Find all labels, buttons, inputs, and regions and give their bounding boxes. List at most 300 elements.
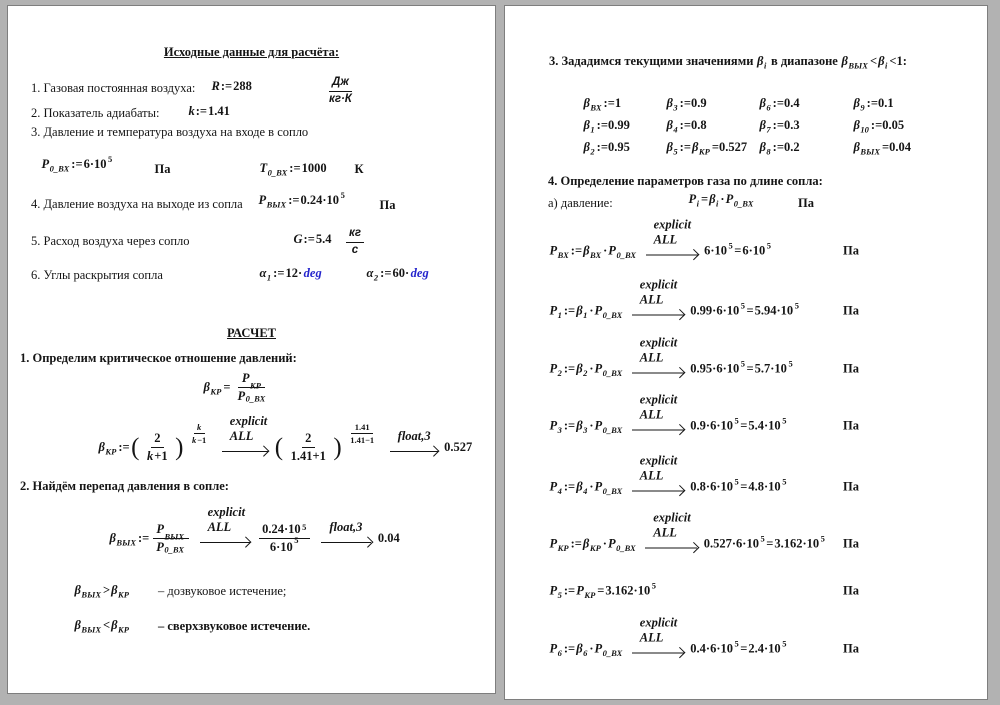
item1-unit-fraction [323,76,358,107]
math-subscript: ВХ [557,250,569,261]
math-subscript: 8 [766,146,771,157]
math-text: := [220,79,233,93]
math-subscript: 6 [583,648,588,659]
math-fraction [346,227,364,258]
pressure-item-label: а) давление: [548,196,613,210]
math-variable: k [147,449,154,463]
math-text: · [603,243,608,258]
math-variable: β [853,117,860,132]
item5-label: 5. Расход воздуха через сопло [31,234,190,248]
math-text: К [354,162,364,176]
math-variable: P [156,522,164,536]
math-text: 6·10 [704,243,727,258]
pressure-row-6 [549,615,979,666]
math-text: 0.8·6·10 [690,479,734,494]
math-unit: с [351,243,359,256]
math-arrow: explicit ALL [632,365,684,374]
math-text: · [720,192,725,206]
math-variable: P [549,418,558,433]
math-text: 3.162·10 [774,536,820,551]
math-text: 3.162·10 [605,583,651,598]
math-variable: β [582,536,590,551]
math-arrow: float,3 [390,443,438,452]
math-fraction [234,371,270,404]
math-text: := [288,193,300,207]
math-unit: кг [349,227,361,239]
item4-unit [379,198,396,213]
math-text: 0.4·6·10 [690,641,734,656]
math-variable: β [759,117,766,132]
math-fraction [188,422,209,445]
math-superscript: 5 [734,476,739,487]
math-text: · [589,641,594,656]
math-subscript: 0_ВХ [602,486,623,497]
math-variable: β [98,440,105,454]
math-text: · [589,418,594,433]
math-subscript: 10 [860,124,869,135]
math-text: 0.24·10 [262,522,301,536]
math-variable: β [583,243,590,258]
math-subscript: 1 [590,124,595,135]
math-subscript: 2 [373,272,379,283]
math-subscript: 3 [583,425,588,436]
math-text: 5.94·10 [754,303,794,318]
pressure-row-2 [549,335,979,386]
math-heading-text: 3. Зададимся текущими значениями [549,54,757,68]
pressure-row-1 [549,277,979,328]
math-subscript: 0_ВХ [267,167,288,178]
math-variable: α [366,266,374,280]
math-variable: β [583,117,590,132]
math-variable: P [549,243,558,258]
math-fraction [287,431,329,464]
math-text: := [563,303,576,318]
math-variable: P [258,193,267,207]
math-text: −1 [197,435,207,445]
math-text: 12· [285,266,303,280]
pressure-unit: Па [843,303,859,318]
math-variable: P [594,641,603,656]
math-text: = [740,479,748,494]
math-variable: β [878,54,885,68]
pressure-unit: Па [843,361,859,376]
beta-cell [853,136,911,158]
math-text: 2.4·10 [748,641,781,656]
beta-cell [666,114,759,136]
math-subscript: 0_ВХ [602,425,623,436]
math-subscript: 0_ВХ [602,310,623,321]
math-variable: β [74,583,81,597]
math-text: 4.8·10 [748,479,781,494]
math-superscript: 5 [782,476,787,487]
math-text: · [602,536,607,551]
worksheet-page-1 [7,5,496,694]
math-subscript: i [716,198,719,209]
math-subscript: 1 [266,272,272,283]
math-unit: кг·К [329,92,352,105]
pressure-formula [549,335,794,379]
beta-cell [759,136,853,158]
math-superscript: 5 [788,358,793,369]
math-superscript: 5 [820,533,825,544]
math-text: 6·10 [269,540,293,554]
math-variable: β [583,95,590,110]
math-subscript: 4 [673,124,678,135]
math-fraction [144,431,172,464]
math-variable: β [583,139,590,154]
math-text: = [597,583,605,598]
math-subscript: КР [698,146,710,157]
math-subscript: 5 [673,146,678,157]
math-variable: β [576,303,583,318]
math-unit-deg: deg [303,266,322,280]
math-subscript: 1 [557,310,562,321]
math-variable: P [594,479,603,494]
math-variable: β [576,418,583,433]
math-variable: k [188,104,195,118]
section1-definition-formula [203,371,273,404]
math-subscript: ВЫХ [81,624,101,635]
math-text: := [563,418,576,433]
calc-title: РАСЧЕТ [226,326,276,340]
math-text: :=0.99 [596,117,630,132]
math-subscript: 2 [590,146,595,157]
math-subscript: 0_ВХ [616,250,637,261]
math-text: 1.41−1 [350,435,375,445]
math-text: 6·10 [83,157,107,171]
math-text: = [740,641,748,656]
beta-cell [583,114,666,136]
pressure-formula [549,580,657,601]
math-text: 1.41 [354,421,370,432]
math-subscript: 0_ВХ [616,543,636,554]
math-text: := [570,243,583,258]
beta-cell [583,92,666,114]
math-text: 0.527 [444,440,473,454]
math-subscript: ВЫХ [116,537,136,548]
math-text: := [679,139,691,154]
math-paren: ) [175,433,184,461]
math-subscript: ВХ [589,250,602,261]
math-variable: P [549,361,558,376]
math-subscript: 2 [583,368,588,379]
math-variable: β [109,531,116,545]
beta-cell [759,114,853,136]
math-text: := [563,641,576,656]
math-subscript: КР [118,624,129,635]
math-variable: β [757,54,764,68]
item2-formula [188,104,230,119]
section2-calc-formula [109,505,400,555]
section1-heading: 1. Определим критическое отношение давлений: [20,351,297,365]
math-heading-text: в диапазоне [767,54,841,68]
math-variable: β [111,583,118,597]
math-text: := [195,104,208,118]
pressure-unit: Па [843,641,859,656]
pressure-formula [549,510,826,554]
math-variable: P [241,371,250,385]
math-text: :=0.95 [596,139,630,154]
math-arrow: float,3 [321,534,371,543]
math-arrow: explicit ALL [632,422,684,431]
math-arrow: explicit ALL [200,534,250,543]
math-superscript: 5 [728,240,733,251]
math-subscript: 4 [583,486,588,497]
math-text: 5.4·10 [748,418,781,433]
math-subscript: 0_ВХ [602,368,623,379]
math-text: <1: [889,54,907,68]
item6-alpha1-formula [259,266,322,281]
math-variable: β [576,361,583,376]
math-fraction [347,422,378,445]
beta-cell [759,92,853,114]
math-text: < [102,618,111,632]
math-text: 5.4 [315,232,332,246]
math-superscript: 5 [760,533,765,544]
math-exponent [344,422,381,445]
pressure-formula [549,453,787,497]
beta-cell [666,136,759,158]
item5-formula [293,232,332,247]
math-text: 0.95·6·10 [690,361,740,376]
math-text: > [102,583,111,597]
math-subscript: 1 [583,310,588,321]
math-variable: β [111,618,118,632]
math-text: :=0.4 [772,95,800,110]
section1-calc-formula [98,414,473,464]
beta-cell [853,114,911,136]
math-text: 0.99·6·10 [690,303,740,318]
math-subscript: ВЫХ [848,60,868,71]
math-subscript: 3 [557,425,562,436]
math-subscript: 3 [673,102,678,113]
pressure-row-kr [549,510,979,561]
item4-formula [258,190,346,210]
math-variable: P [549,536,558,551]
page1-title: Исходные данные для расчёта: [163,45,340,59]
math-subscript: 5 [557,590,562,601]
math-subscript: КР [584,590,596,601]
math-variable: P [576,583,584,598]
math-variable: β [853,95,860,110]
math-unit-deg: deg [410,266,429,280]
pressure-unit: Па [843,243,859,258]
math-variable: P [156,540,164,554]
worksheet-page-2 [504,5,988,700]
math-text: = [734,243,742,258]
math-variable: P [594,303,603,318]
math-fraction [153,522,189,555]
pressure-unit: Па [843,418,859,433]
math-text: := [137,531,150,545]
math-subscript: 0_ВХ [164,544,185,555]
math-variable: P [725,192,734,206]
math-text: · [589,303,594,318]
math-text: 0.24·10 [300,193,340,207]
item3-temperature-formula [259,161,327,176]
math-superscript: 5 [766,240,772,251]
math-text: 2 [154,431,161,445]
math-text: · [589,479,594,494]
math-text: Па [379,198,396,212]
math-fraction [326,76,355,107]
math-unit: Дж [332,76,349,88]
math-superscript: 5 [734,638,739,649]
math-variable: P [549,303,558,318]
math-fraction [259,522,311,555]
math-text: 6·10 [742,243,766,258]
math-subscript: ВХ [590,102,602,113]
math-text: = [746,303,754,318]
math-arrow: explicit ALL [222,443,268,452]
math-variable: k [191,435,197,445]
math-text: 60· [392,266,410,280]
math-superscript: 5 [340,190,345,201]
item6-label: 6. Углы раскрытия сопла [31,268,163,282]
math-text: :=1 [603,95,622,110]
math-subscript: 6 [766,102,771,113]
math-variable: P [608,243,616,258]
math-superscript: 5 [740,358,746,369]
pressure-row-3 [549,392,979,443]
math-superscript: 5 [734,415,739,426]
math-subscript: КР [105,446,117,457]
math-text: = [746,361,754,376]
math-variable: β [709,192,716,206]
beta-values-grid [583,92,911,158]
section2-heading: 2. Найдём перепад давления в сопле: [20,479,229,493]
math-subscript: i [696,198,700,209]
math-variable: P [549,583,558,598]
math-subscript: КР [557,543,569,554]
math-subscript: i [763,60,767,71]
math-text: = [766,536,774,551]
math-variable: T [259,161,268,175]
math-arrow: explicit ALL [632,483,684,492]
math-text: < [869,54,878,68]
math-text: := [273,266,285,280]
math-text: 5.7·10 [754,361,787,376]
math-text: 1.41+1 [290,449,326,463]
beta-cell [666,92,759,114]
math-text: 0.9·6·10 [690,418,734,433]
math-variable: β [666,139,673,154]
math-variable: β [74,618,81,632]
math-text: = [701,192,709,206]
math-text: := [71,157,83,171]
item2-label: 2. Показатель адиабаты: [31,106,160,120]
math-variable: α [259,266,267,280]
item3-pressure-formula [41,154,113,174]
supersonic-label: – сверхзвуковое истечение. [158,619,311,633]
math-arrow: explicit ALL [632,307,684,316]
pressure-row-5 [549,574,979,608]
math-text: = [740,418,748,433]
math-subscript: КР [210,386,222,397]
math-subscript: КР [249,380,261,391]
math-superscript: 5 [782,638,787,649]
supersonic-inequality [74,618,130,633]
math-variable: β [841,54,848,68]
math-text: = [223,380,231,394]
item1-label: 1. Газовая постоянная воздуха: [31,81,196,95]
math-superscript: 5 [782,415,787,426]
math-text: Па [154,162,171,176]
math-variable: G [293,232,303,246]
math-subscript: ВЫХ [164,531,185,542]
math-exponent [185,422,212,445]
math-text: 0.04 [377,531,400,545]
math-variable: β [853,139,860,154]
math-variable: P [688,192,697,206]
math-subscript: ВЫХ [81,589,101,600]
math-text: +1 [154,449,168,463]
math-text: :=0.2 [772,139,800,154]
item1-formula [211,79,252,94]
math-text: := [563,583,576,598]
pressure-row-4 [549,453,979,504]
math-subscript: 7 [766,124,771,135]
pressure-formula [549,217,772,261]
math-text: =0.04 [881,139,911,154]
pressure-formula [549,277,800,321]
math-text: 2 [305,431,312,445]
math-text: := [563,479,576,494]
math-superscript: 5 [651,580,656,591]
math-paren: ) [333,433,342,461]
pressure-unit: Па [843,583,859,598]
math-subscript: 0_ВХ [733,198,754,209]
math-text: :=0.8 [679,117,707,132]
math-arrow: explicit ALL [646,247,698,256]
section4-heading: 4. Определение параметров газа по длине сопла: [548,174,823,188]
math-text: 0.527·6·10 [703,536,759,551]
math-text: := [570,536,582,551]
pressure-formula [549,392,787,436]
math-superscript: 5 [302,521,307,532]
math-text: 288 [233,79,252,93]
item4-label: 4. Давление воздуха на выходе из сопла [31,197,243,211]
beta-cell [853,92,911,114]
math-variable: β [203,380,210,394]
math-variable: β [576,641,583,656]
math-variable: β [759,139,766,154]
math-text: := [289,161,301,175]
math-text: :=0.05 [870,117,905,132]
math-subscript: 2 [557,368,562,379]
math-text: 1000 [301,161,327,175]
math-variable: P [549,479,558,494]
math-text: :=0.3 [772,117,800,132]
math-subscript: i [884,60,888,71]
math-variable: P [607,536,616,551]
math-subscript: КР [589,543,601,554]
math-text: =0.527 [711,139,748,154]
pressure-general-formula [688,192,755,207]
math-text: :=0.1 [866,95,894,110]
math-variable: P [594,361,603,376]
item6-alpha2-formula [366,266,429,281]
math-text: · [589,361,594,376]
pressure-general-unit: Па [798,196,814,210]
math-variable: β [576,479,583,494]
math-subscript: КР [118,589,129,600]
math-variable: β [666,117,673,132]
math-superscript: 5 [740,300,746,311]
math-superscript: 5 [294,535,299,545]
math-arrow: explicit ALL [632,645,684,654]
math-variable: β [666,95,673,110]
